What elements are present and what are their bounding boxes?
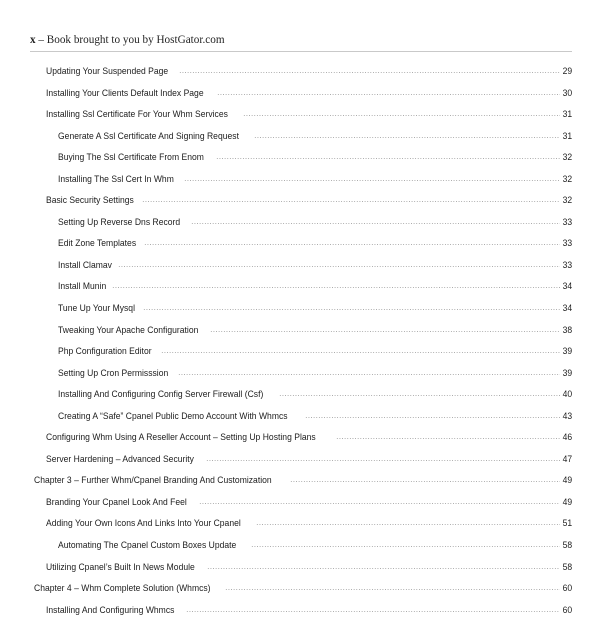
toc-entry-page-number: 33 xyxy=(562,238,572,249)
toc-leader-dots xyxy=(279,395,560,396)
toc-entry-title: Php Configuration Editor xyxy=(58,346,152,357)
toc-entry-title: Installing And Configuring Whmcs xyxy=(46,604,175,615)
toc-entry-title: Updating Your Suspended Page xyxy=(46,66,169,76)
toc-entry[interactable] xyxy=(30,61,572,83)
toc-entry[interactable] xyxy=(30,557,572,579)
toc-leader-dots xyxy=(184,180,560,181)
toc-entry-title: Installing Ssl Certificate For Your Whm Services xyxy=(46,109,228,120)
header-title: Book brought to you by HostGator.com xyxy=(46,34,225,46)
toc-entry-title: Edit Zone Templates xyxy=(58,238,137,249)
toc-leader-dots xyxy=(251,546,561,547)
toc-entry[interactable] xyxy=(30,363,572,385)
toc-entry[interactable] xyxy=(30,578,572,600)
toc-entry[interactable] xyxy=(30,147,572,169)
toc-entry-page-number: 38 xyxy=(562,324,572,335)
toc-entry[interactable] xyxy=(30,535,572,557)
toc-entry-title: Generate A Ssl Certificate And Signing Request xyxy=(58,130,239,141)
toc-entry-page-number: 33 xyxy=(562,259,572,270)
toc-leader-dots xyxy=(216,158,560,159)
toc-entry[interactable] xyxy=(30,255,572,277)
toc-entry-title: Server Hardening – Advanced Security xyxy=(46,453,194,464)
header-folio: x xyxy=(30,34,36,46)
toc-entry[interactable] xyxy=(30,427,572,449)
toc-entry-page-number: 58 xyxy=(562,540,572,551)
toc-entry-page-number: 32 xyxy=(562,173,572,184)
toc-entry[interactable] xyxy=(30,276,572,298)
toc-entry-title: Installing Your Clients Default Index Page xyxy=(46,87,204,98)
toc-leader-dots xyxy=(191,223,560,224)
toc-entry-title: Setting Up Cron Permisssion xyxy=(58,367,169,378)
toc-entry[interactable] xyxy=(30,384,572,406)
toc-entry[interactable] xyxy=(30,449,572,471)
toc-entry-title: Utilizing Cpanel’s Built In News Module xyxy=(46,561,195,572)
toc-entry[interactable] xyxy=(30,126,572,148)
toc-entry-page-number: 39 xyxy=(562,367,572,378)
toc-entry-title: Branding Your Cpanel Look And Feel xyxy=(46,496,187,507)
toc-entry[interactable] xyxy=(30,298,572,320)
toc-entry-page-number: 46 xyxy=(562,432,572,443)
toc-leader-dots xyxy=(256,524,560,525)
toc-entry-page-number: 32 xyxy=(562,152,572,163)
toc-entry-title: Adding Your Own Icons And Links Into Your Cpanel xyxy=(46,518,241,529)
table-of-contents xyxy=(30,61,572,621)
toc-leader-dots xyxy=(217,94,561,95)
toc-entry-page-number: 60 xyxy=(562,604,572,615)
header-divider xyxy=(30,51,572,52)
running-header xyxy=(30,33,572,52)
toc-entry[interactable] xyxy=(30,83,572,105)
toc-entry-page-number: 33 xyxy=(562,216,572,227)
toc-leader-dots xyxy=(290,481,560,482)
toc-leader-dots xyxy=(179,72,560,73)
toc-entry-title: Creating A “Safe” Cpanel Public Demo Account With Whmcs xyxy=(58,410,288,421)
toc-entry[interactable] xyxy=(30,233,572,255)
toc-leader-dots xyxy=(210,331,560,332)
toc-entry[interactable] xyxy=(30,341,572,363)
toc-entry[interactable] xyxy=(30,470,572,492)
toc-entry-page-number: 29 xyxy=(562,66,572,76)
toc-entry-title: Buying The Ssl Certificate From Enom xyxy=(58,152,204,163)
header-separator: – xyxy=(35,34,47,46)
toc-entry-page-number: 31 xyxy=(562,109,572,120)
toc-entry-title: Setting Up Reverse Dns Record xyxy=(58,216,181,227)
toc-leader-dots xyxy=(336,438,560,439)
toc-leader-dots xyxy=(243,115,561,116)
toc-entry-page-number: 30 xyxy=(562,87,572,98)
toc-entry-title: Configuring Whm Using A Reseller Account – Setting Up Hosting Plans xyxy=(46,432,316,443)
toc-entry-page-number: 49 xyxy=(562,475,572,486)
toc-entry[interactable] xyxy=(30,600,572,621)
toc-entry-page-number: 58 xyxy=(562,561,572,572)
toc-entry-title: Tune Up Your Mysql xyxy=(58,303,136,314)
toc-entry-title: Installing The Ssl Cert In Whm xyxy=(58,173,174,184)
toc-entry-title: Automating The Cpanel Custom Boxes Update xyxy=(58,540,237,551)
toc-leader-dots xyxy=(144,244,560,245)
toc-leader-dots xyxy=(199,503,561,504)
toc-leader-dots xyxy=(206,460,560,461)
toc-entry[interactable] xyxy=(30,406,572,428)
toc-entry[interactable] xyxy=(30,492,572,514)
toc-entry-page-number: 47 xyxy=(562,453,572,464)
toc-leader-dots xyxy=(305,417,560,418)
toc-entry[interactable] xyxy=(30,513,572,535)
toc-entry-page-number: 51 xyxy=(562,518,572,529)
toc-entry-page-number: 60 xyxy=(562,583,572,594)
toc-entry-page-number: 39 xyxy=(562,346,572,357)
toc-entry-title: Installing And Configuring Config Server Firewall (Csf) xyxy=(58,389,264,400)
toc-entry-page-number: 31 xyxy=(562,130,572,141)
toc-entry-page-number: 40 xyxy=(562,389,572,400)
toc-leader-dots xyxy=(142,201,560,202)
toc-entry-page-number: 49 xyxy=(562,496,572,507)
toc-leader-dots xyxy=(161,352,561,353)
toc-leader-dots xyxy=(178,374,560,375)
toc-entry[interactable] xyxy=(30,104,572,126)
toc-leader-dots xyxy=(254,137,561,138)
toc-entry-title: Basic Security Settings xyxy=(46,195,134,206)
toc-entry-page-number: 34 xyxy=(562,303,572,314)
toc-leader-dots xyxy=(186,611,561,612)
toc-entry-title: Install Munin xyxy=(58,281,107,292)
toc-leader-dots xyxy=(207,568,560,569)
toc-entry-title: Chapter 3 – Further Whm/Cpanel Branding And Customization xyxy=(34,475,272,486)
toc-entry-page-number: 43 xyxy=(562,410,572,421)
toc-entry-title: Install Clamav xyxy=(58,259,112,270)
toc-leader-dots xyxy=(143,309,560,310)
toc-entry[interactable] xyxy=(30,169,572,191)
toc-entry-title: Tweaking Your Apache Configuration xyxy=(58,324,199,335)
toc-leader-dots xyxy=(112,287,560,288)
toc-leader-dots xyxy=(118,266,560,267)
toc-entry[interactable] xyxy=(30,212,572,234)
toc-entry[interactable] xyxy=(30,320,572,342)
toc-entry[interactable] xyxy=(30,190,572,212)
toc-leader-dots xyxy=(225,589,561,590)
toc-entry-page-number: 34 xyxy=(562,281,572,292)
toc-entry-page-number: 32 xyxy=(562,195,572,206)
header-text xyxy=(30,33,572,47)
toc-entry-title: Chapter 4 – Whm Complete Solution (Whmcs) xyxy=(34,583,211,594)
